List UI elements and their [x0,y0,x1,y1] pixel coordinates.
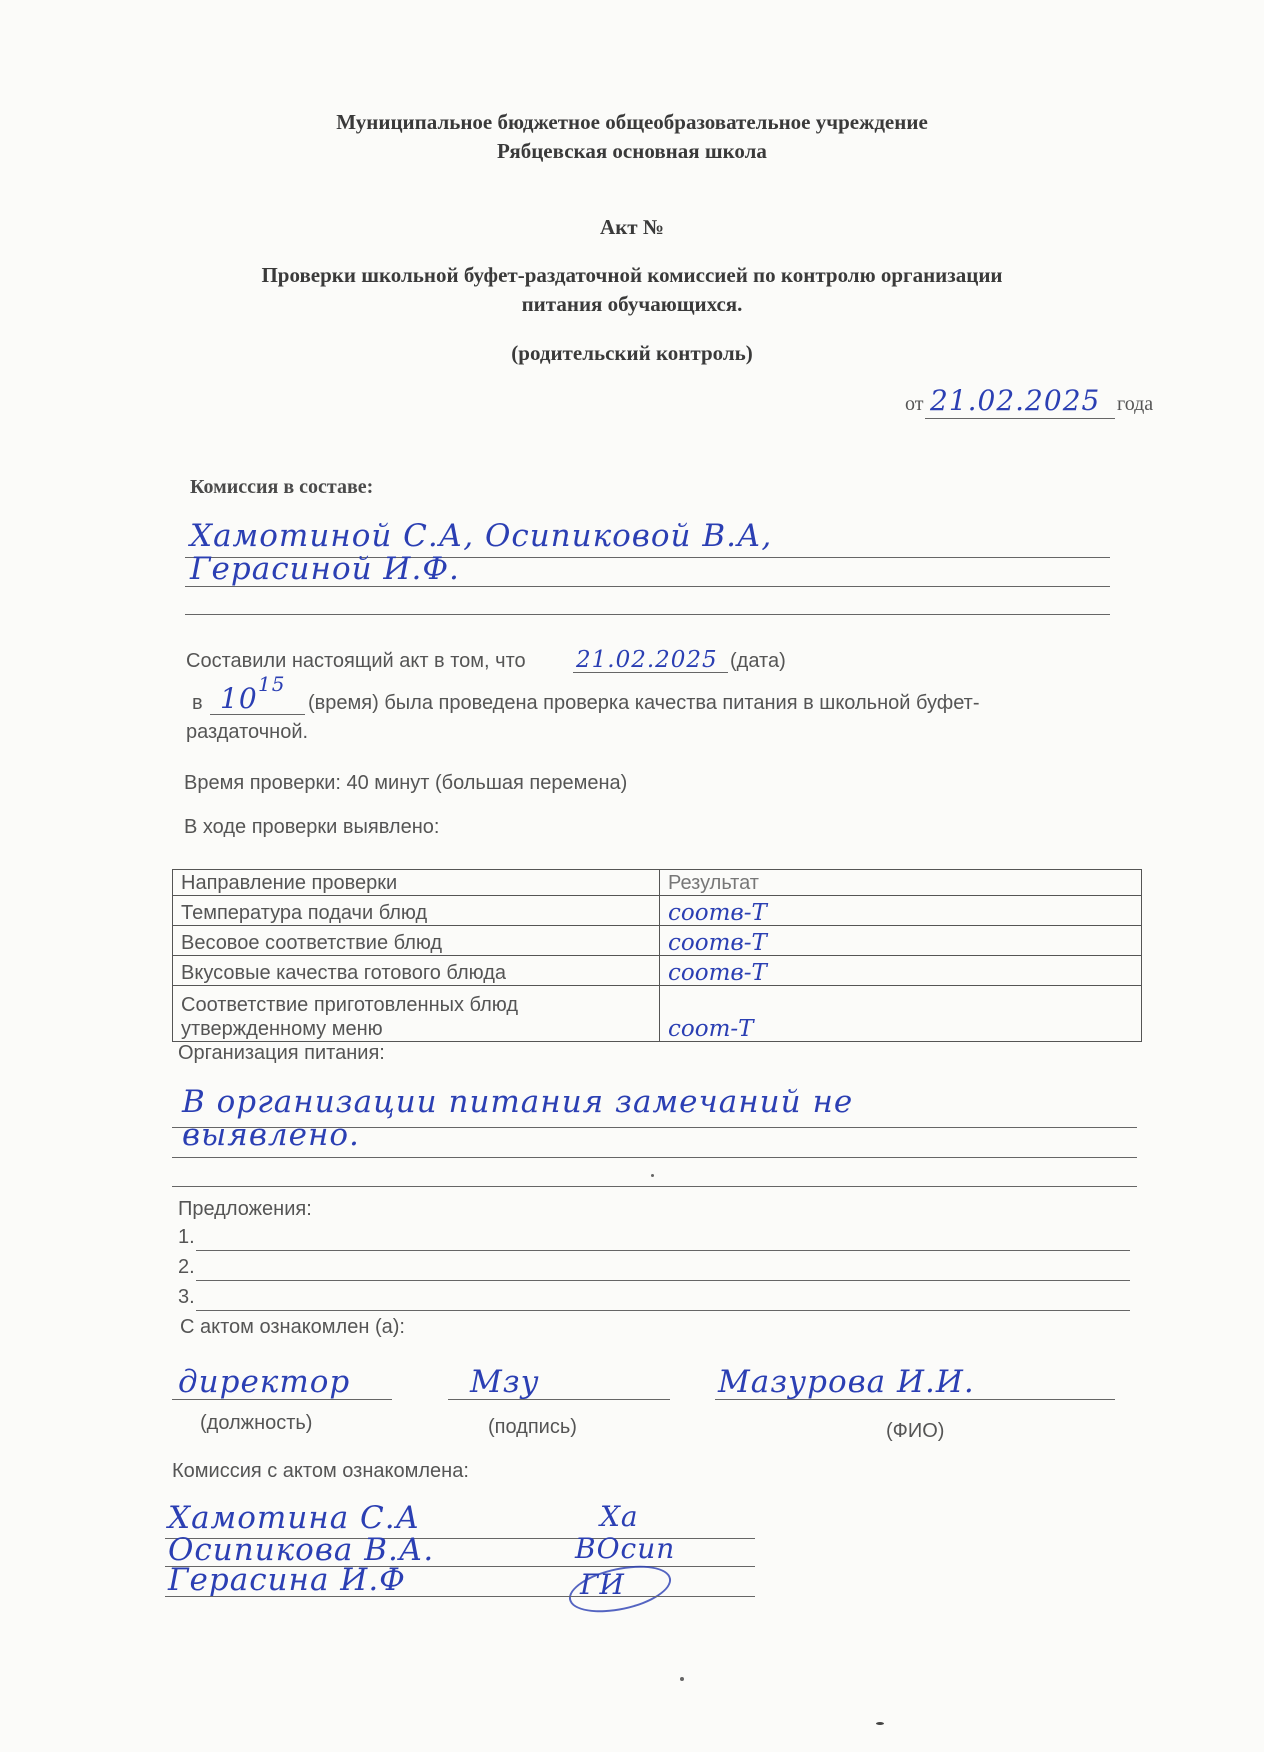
table-cell-result: соотв-Т [660,956,1142,986]
act-subject-line2: питания обучающихся. [521,292,743,316]
table-row [173,986,1142,1042]
acquainted-position: директор [178,1364,351,1400]
act-subtitle: (родительский контроль) [511,341,753,365]
acquainted-fio: Мазурова И.И. [718,1364,975,1400]
scan-speck [680,1677,684,1681]
table-cell-direction: Вкусовые качества готового блюда [173,956,660,986]
fio-underline [715,1399,1115,1400]
act-subject-line1: Проверки школьной буфет-раздаточной комиссией по контролю организации [261,263,1003,287]
check-duration: Время проверки: 40 минут (большая перемена) [184,772,628,794]
table-row [173,896,1142,926]
table-cell-result: соотв-Т [660,896,1142,926]
date-underline [925,418,1115,419]
commission-ack-label: Комиссия с актом ознакомлена: [172,1460,469,1482]
table-header-row [173,870,1142,896]
commission-label: Комиссия в составе: [190,476,374,498]
organization-text-line2: выявлено. [182,1117,360,1153]
table-cell-direction-line2: утвержденному меню [181,1018,383,1040]
fio-caption: (ФИО) [886,1420,945,1442]
org-name-line2: Рябцевская основная школа [497,139,767,163]
found-label: В ходе проверки выявлено: [184,816,440,838]
date-prefix: от [905,393,924,415]
table-row [173,926,1142,956]
position-caption: (должность) [200,1412,313,1434]
proposal-line-3 [196,1310,1130,1311]
proposal-item-1: 1. [178,1226,195,1248]
acquainted-label: С актом ознакомлен (а): [180,1316,405,1338]
org-name-line1: Муниципальное бюджетное общеобразовательное учреждение [336,110,928,134]
table-row [173,956,1142,986]
table-cell-direction [173,986,660,1042]
table-cell-result: соот-Т [660,986,1142,1042]
date-suffix: года [1117,393,1154,415]
scan-speck [651,1174,654,1177]
statement-prefix-v: в [192,692,203,714]
organization-label: Организация питания: [178,1042,385,1064]
statement-date-caption: (дата) [730,650,786,672]
commission-underline-2 [185,586,1110,587]
commission-ack-underline-3 [165,1596,755,1597]
acquainted-signature: Мзу [470,1364,540,1400]
proposal-item-2: 2. [178,1256,195,1278]
commission-underline-3 [185,614,1110,615]
proposal-item-3: 3. [178,1286,195,1308]
organization-underline-2 [172,1157,1137,1158]
proposal-line-1 [196,1250,1130,1251]
table-cell-direction-line1: Соответствие приготовленных блюд [181,994,519,1016]
table-cell-direction: Температура подачи блюд [173,896,660,926]
table-cell-direction: Весовое соответствие блюд [173,926,660,956]
signature-caption: (подпись) [488,1416,577,1438]
proposals-label: Предложения: [178,1198,312,1220]
act-title: Акт № [600,215,664,239]
statement-text-cont: раздаточной. [186,721,309,743]
statement-time-minutes: 15 [258,672,286,696]
statement-time-hours: 10 [220,682,258,715]
commission-member-sign-3: ГИ [580,1568,625,1601]
commission-member-sign-1: Ха [600,1500,639,1533]
organization-underline-3 [172,1186,1137,1187]
statement-time-text: (время) была проведена проверка качества питания в школьной буфет- [308,692,980,714]
commission-members-line1: Хамотиной С.А, Осипиковой В.А, [190,518,773,554]
position-underline [172,1399,392,1400]
table-header-result: Результат [660,870,1142,896]
commission-member-name-1: Хамотина С.А [168,1500,421,1536]
scan-speck [876,1722,884,1725]
table-header-direction: Направление проверки [173,870,660,896]
commission-member-name-3: Герасина И.Ф [168,1562,406,1598]
statement-date-handwritten: 21.02.2025 [576,647,718,673]
date-handwritten: 21.02.2025 [930,384,1101,417]
commission-member-sign-2: ВОсип [575,1532,676,1565]
commission-member-name-2: Осипикова В.А. [168,1532,435,1568]
table-cell-result: соотв-Т [660,926,1142,956]
organization-text-line1: В организации питания замечаний не [182,1084,854,1120]
results-table [172,869,1142,1042]
statement-text: Составили настоящий акт в том, что [186,650,526,672]
proposal-line-2 [196,1280,1130,1281]
signature-underline [448,1399,670,1400]
commission-members-line2: Герасиной И.Ф. [190,551,460,587]
